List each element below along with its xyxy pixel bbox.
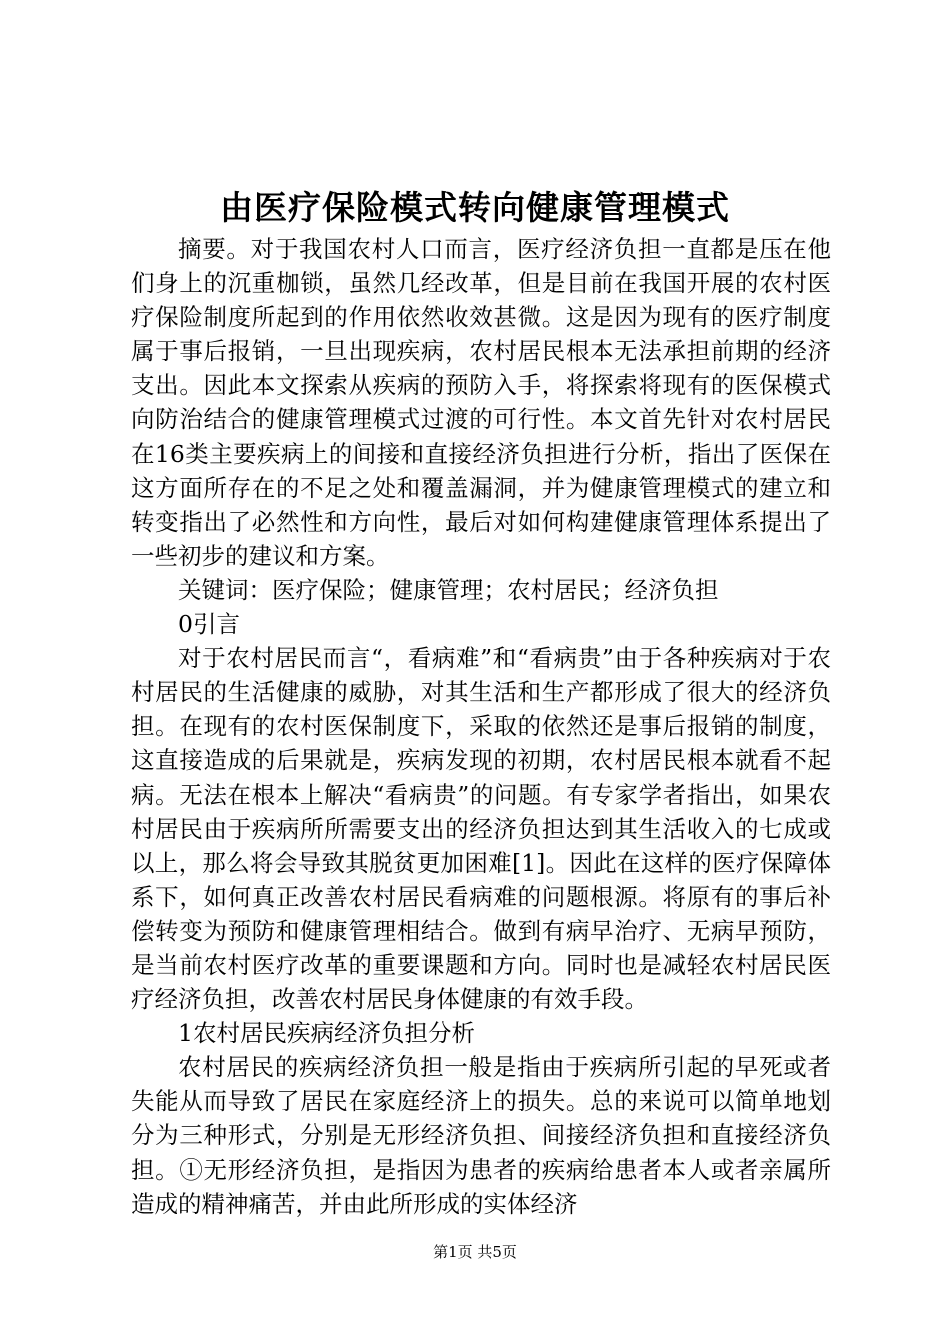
document-title: 由医疗保险模式转向健康管理模式 xyxy=(220,188,730,227)
analysis-paragraph: 农村居民的疾病经济负担一般是指由于疾病所引起的早死或者失能从而导致了居民在家庭经济上的损失。总的来说可以简单地划分为三种形式，分别是无形经济负担、间接经济负担和直接经济负担。①无形经济负担，是指因为患者的疾病给患者本人或者亲属所造成的精神痛苦，并由此所形成的实体经济 xyxy=(131,1053,831,1218)
introduction-paragraph: 对于农村居民而言“，看病难”和“看病贵”由于各种疾病对于农村居民的生活健康的威胁，对其生活和生产都形成了很大的经济负担。在现有的农村医保制度下，采取的依然还是事后报销的制度，这直接造成的后果就是，疾病发现的初期，农村居民根本就看不起病。无法在根本上解决“看病贵”的问题。有专家学者指出，如果农村居民由于疾病所所需要支出的经济负担达到其生活收入的七成或以上，那么将会导致其脱贫更加困难[1]。因此在这样的医疗保障体系下，如何真正改善农村居民看病难的问题根源。将原有的事后补偿转变为预防和健康管理相结合。做到有病早治疗、无病早预防，是当前农村医疗改革的重要课题和方向。同时也是减轻农村居民医疗经济负担，改善农村居民身体健康的有效手段。 xyxy=(131,644,831,1014)
page-footer: 第1页 共5页 xyxy=(433,1243,517,1261)
abstract-paragraph: 摘要。对于我国农村人口而言，医疗经济负担一直都是压在他们身上的沉重枷锁，虽然几经改革，但是目前在我国开展的农村医疗保险制度所起到的作用依然收效甚微。这是因为现有的医疗制度属于事后报销，一旦出现疾病，农村居民根本无法承担前期的经济支出。因此本文探索从疾病的预防入手，将探索将现有的医保模式向防治结合的健康管理模式过渡的可行性。本文首先针对农村居民在16类主要疾病上的间接和直接经济负担进行分析，指出了医保在这方面所存在的不足之处和覆盖漏洞，并为健康管理模式的建立和转变指出了必然性和方向性，最后对如何构建健康管理体系提出了一些初步的建议和方案。 xyxy=(131,235,831,570)
document-body xyxy=(131,232,831,1221)
section-heading-introduction: 0引言 xyxy=(178,610,240,639)
section-heading-analysis: 1农村居民疾病经济负担分析 xyxy=(178,1019,475,1048)
keywords-paragraph: 关键词：医疗保险；健康管理；农村居民；经济负担 xyxy=(178,575,719,604)
